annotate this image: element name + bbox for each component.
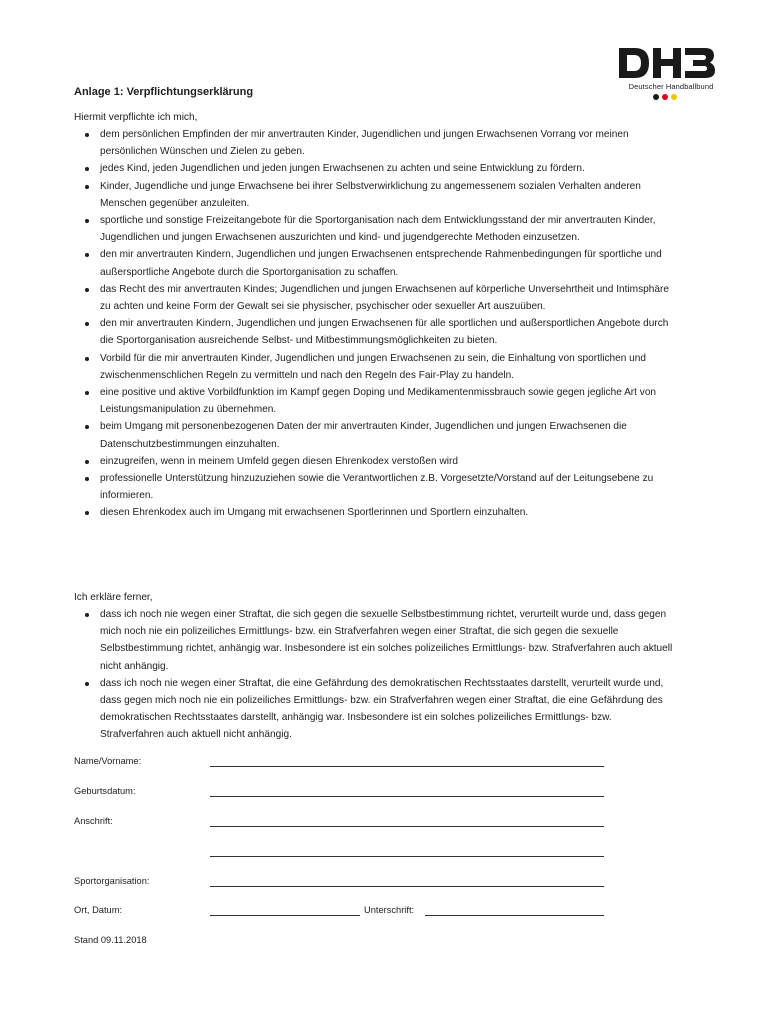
commitment-item bbox=[74, 453, 674, 470]
logo-color-dots bbox=[653, 94, 677, 100]
organisation-field-line[interactable] bbox=[210, 886, 604, 887]
commitment-item bbox=[74, 350, 674, 384]
item-text: jedes Kind, jeden Jugendlichen und jeden jungen Erwachsenen zu achten und seine Entwicklung zu fördern. bbox=[100, 163, 585, 175]
commitment-item bbox=[74, 281, 674, 315]
item-text: professionelle Unterstützung hinzuzuziehen sowie die Verantwortlichen z.B. Vorgesetzte/Vorstand auf der Leitungsebene zu informieren. bbox=[100, 473, 654, 502]
bullet-icon bbox=[85, 613, 89, 617]
item-text: den mir anvertrauten Kindern, Jugendlichen und jungen Erwachsenen für alle sportlichen und außersportlichen Angebote durch die Sportorganisation ausreichende Selbst- und Mitbestimmungsmöglichkeiten zu bieten. bbox=[100, 318, 669, 347]
commitment-item bbox=[74, 212, 674, 246]
gold-dot-icon bbox=[671, 94, 677, 100]
commitment-item bbox=[74, 418, 674, 452]
birthdate-label: Geburtsdatum: bbox=[74, 786, 136, 796]
bullet-icon bbox=[85, 185, 89, 189]
declaration-intro: Ich erkläre ferner, bbox=[74, 592, 153, 603]
bullet-icon bbox=[85, 511, 89, 515]
bullet-icon bbox=[85, 253, 89, 257]
name-field-line[interactable] bbox=[210, 766, 604, 767]
bullet-icon bbox=[85, 133, 89, 137]
bullet-icon bbox=[85, 219, 89, 223]
bullet-icon bbox=[85, 477, 89, 481]
item-text: sportliche und sonstige Freizeitangebote für die Sportorganisation nach dem Entwicklungsstand der mir anvertrauten Kinder, Jugendlichen und jungen Erwachsenen auszurichten und kind- und jugendgerechte Methoden einzusetzen. bbox=[100, 215, 656, 244]
commitment-item bbox=[74, 126, 674, 160]
item-text: den mir anvertrauten Kindern, Jugendlichen und jungen Erwachsenen entsprechende Rahmenbedingungen für sportliche und außersportliche Angebote durch die Sportorganisation zu schaffen. bbox=[100, 249, 662, 278]
commitment-item bbox=[74, 384, 674, 418]
place-date-field-line[interactable] bbox=[210, 915, 360, 916]
logo-subtitle: Deutscher Handballbund bbox=[628, 82, 714, 91]
item-text: einzugreifen, wenn in meinem Umfeld gegen diesen Ehrenkodex verstoßen wird bbox=[100, 455, 458, 467]
item-text: dass ich noch nie wegen einer Straftat, die eine Gefährdung des demokratischen Rechtsstaates darstellt, verurteilt wurde und, dass gegen mich noch nie ein polizeiliches Ermittlungs- bzw. ein Strafverfahren wegen einer Straftat, die eine Gefährdung des demokratischen Rechtsstaates darstellt, anhängig war. Insbesondere ist ein solches polizeiliches Ermittlungs- bzw. Strafverfahren auch aktuell nicht anhängig. bbox=[100, 677, 664, 741]
organisation-label: Sportorganisation: bbox=[74, 876, 150, 886]
bullet-icon bbox=[85, 682, 89, 686]
red-dot-icon bbox=[662, 94, 668, 100]
bullet-icon bbox=[85, 288, 89, 292]
commitment-item bbox=[74, 160, 674, 177]
commitment-item bbox=[74, 315, 674, 349]
address-field-line-1[interactable] bbox=[210, 826, 604, 827]
address-field-line-2[interactable] bbox=[210, 856, 604, 857]
item-text: Kinder, Jugendliche und junge Erwachsene bei ihrer Selbstverwirklichung zu angemessenem sozialen Verhalten anderen Menschen gegenüber anzuleiten. bbox=[100, 180, 641, 209]
declaration-item bbox=[74, 675, 674, 744]
document-title: Anlage 1: Verpflichtungserklärung bbox=[74, 86, 254, 98]
bullet-icon bbox=[85, 460, 89, 464]
dhb-logo bbox=[617, 44, 717, 104]
name-label: Name/Vorname: bbox=[74, 756, 142, 766]
item-text: dass ich noch nie wegen einer Straftat, die sich gegen die sexuelle Selbstbestimmung richtet, verurteilt wurde und, dass gegen mich noch nie ein polizeiliches Ermittlungs- bzw. ein Strafverfahren wegen einer Straftat, die sich gegen die sexuelle Selbstbestimmung richtet, anhängig war. Insbesondere ist ein solches polizeiliches Ermittlungs- bzw. Strafverfahren auch aktuell nicht anhängig. bbox=[100, 609, 673, 672]
commitment-item bbox=[74, 246, 674, 280]
birthdate-field-line[interactable] bbox=[210, 796, 604, 797]
bullet-icon bbox=[85, 357, 89, 361]
signature-label: Unterschrift: bbox=[364, 905, 415, 915]
bullet-icon bbox=[85, 167, 89, 171]
item-text: eine positive und aktive Vorbildfunktion im Kampf gegen Doping und Medikamentenmissbrauch sowie gegen jegliche Art von Leistungsmanipulation zu übernehmen. bbox=[100, 387, 657, 416]
commitment-item bbox=[74, 178, 674, 212]
signature-field-line[interactable] bbox=[425, 915, 604, 916]
declaration-list bbox=[74, 606, 674, 744]
bullet-icon bbox=[85, 391, 89, 395]
commitment-intro: Hiermit verpflichte ich mich, bbox=[74, 112, 198, 123]
declaration-item bbox=[74, 606, 674, 675]
black-dot-icon bbox=[653, 94, 659, 100]
commitment-list bbox=[74, 126, 674, 522]
item-text: dem persönlichen Empfinden der mir anvertrauten Kinder, Jugendlichen und jungen Erwachsenen Vorrang vor meinen persönlichen Wünschen und Zielen zu geben. bbox=[100, 129, 629, 158]
commitment-item bbox=[74, 470, 674, 504]
bullet-icon bbox=[85, 322, 89, 326]
document-date-stamp: Stand 09.11.2018 bbox=[74, 935, 147, 945]
place-date-label: Ort, Datum: bbox=[74, 905, 123, 915]
commitment-item bbox=[74, 504, 674, 521]
item-text: Vorbild für die mir anvertrauten Kinder, Jugendlichen und jungen Erwachsenen zu sein, die Einhaltung von sportlichen und zwischenmenschlichen Regeln zu vermitteln und nach den Regeln des Fair-Play zu handeln. bbox=[100, 352, 646, 381]
bullet-icon bbox=[85, 425, 89, 429]
item-text: beim Umgang mit personenbezogenen Daten der mir anvertrauten Kinder, Jugendlichen und jungen Erwachsenen die Datenschutzbestimmungen einzuhalten. bbox=[100, 421, 627, 450]
item-text: diesen Ehrenkodex auch im Umgang mit erwachsenen Sportlerinnen und Sportlern einzuhalten. bbox=[100, 507, 529, 519]
address-label: Anschrift: bbox=[74, 816, 113, 826]
item-text: das Recht des mir anvertrauten Kindes; Jugendlichen und jungen Erwachsenen auf körperliche Unversehrtheit und Intimsphäre zu achten und keine Form der Gewalt sei sie physischer, psychischer oder sexueller Art auszuüben. bbox=[100, 283, 669, 313]
dhb-wordmark-icon bbox=[617, 44, 717, 80]
